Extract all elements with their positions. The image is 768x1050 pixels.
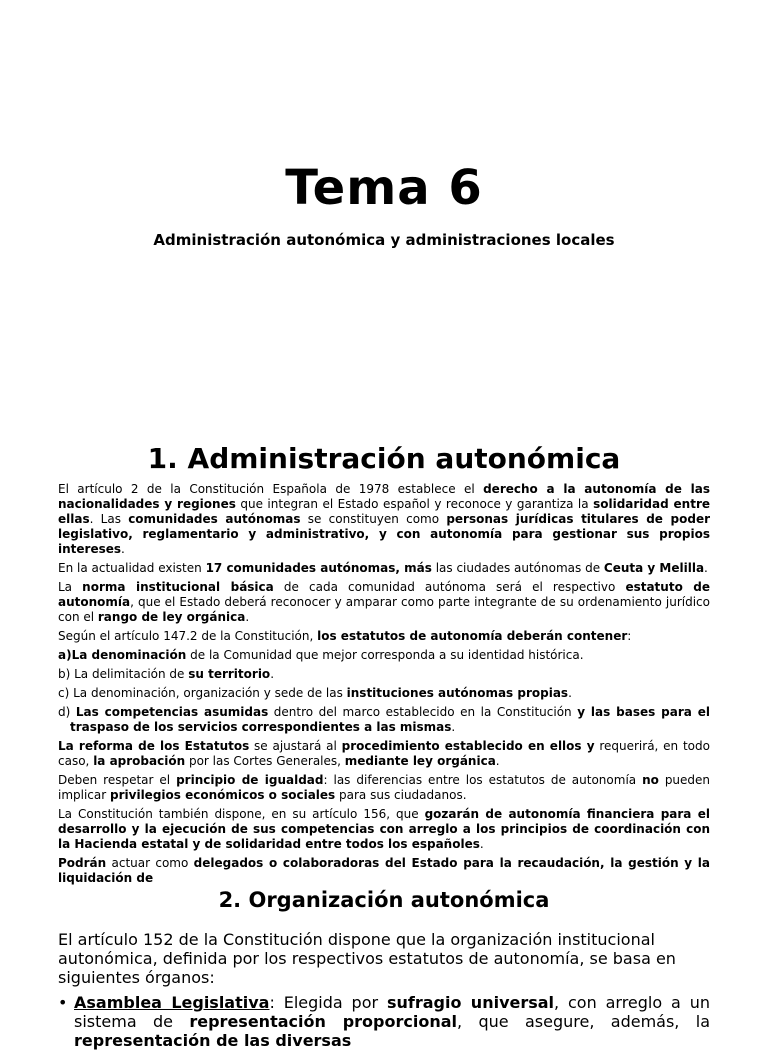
section-2 [58, 888, 710, 1050]
bold-text: Podrán [58, 855, 107, 870]
section-1-heading: 1. Administración autonómica [147, 442, 621, 475]
text: El artículo 2 de la Constitución Española de 1978 establece el [58, 481, 484, 496]
bold-text: norma institucional básica [82, 579, 274, 594]
text: . [568, 685, 572, 700]
bold-text: representación proporcional [189, 1012, 458, 1031]
text: . [270, 666, 275, 681]
text: , que el Estado deberá reconocer y amparar como parte integrante de su ordenamiento jurídico con el [58, 594, 710, 624]
text: requerirá, en todo caso, [58, 738, 710, 768]
text: d) [58, 704, 76, 719]
text: : [627, 628, 632, 643]
bold-text: Ceuta y Melilla [603, 560, 705, 575]
text: se constituyen como [300, 511, 447, 526]
text: . [121, 541, 125, 556]
paragraph-article-147 [58, 629, 710, 644]
paragraph-statute-reform [58, 739, 710, 769]
text: : Elegida por [269, 993, 387, 1012]
section-1 [58, 442, 710, 890]
paragraph-article-156 [58, 807, 710, 852]
bold-text: los estatutos de autonomía deberán contener [317, 628, 628, 643]
bold-text: mediante ley orgánica [344, 753, 496, 768]
text: dentro del marco establecido en la Constitución [268, 704, 578, 719]
bold-text: no [642, 772, 659, 787]
text: La [58, 579, 83, 594]
text: . [479, 836, 484, 851]
list-item-a [58, 648, 710, 663]
title-slide [0, 0, 768, 420]
text: c) La denominación, organización y sede de las [58, 685, 347, 700]
bold-text: rango de ley orgánica [97, 609, 246, 624]
section-2-heading: 2. Organización autonómica [218, 888, 550, 912]
text: : las diferencias entre los estatutos de autonomía [323, 772, 643, 787]
list-item-legislative-assembly [58, 993, 710, 1050]
bold-text: derecho a la autonomía de las nacionalidades y regiones [58, 481, 710, 511]
text: se ajustará al [249, 738, 342, 753]
text: de cada comunidad autónoma será el respectivo [273, 579, 626, 594]
bold-text: Las competencias asumidas [75, 704, 269, 719]
bold-text: principio de igualdad [176, 772, 324, 787]
text: por las Cortes Generales, [185, 753, 345, 768]
bold-text: representación de las diversas [74, 1031, 352, 1050]
paragraph-article-152: El artículo 152 de la Constitución dispone que la organización institucional autonómica, definida por los respectivos estatutos de autonomía, se basa en siguientes órganos: [58, 930, 676, 987]
page-title: Tema 6 [285, 160, 483, 216]
bold-text: personas jurídicas titulares de poder legislativo, reglamentario y administrativo, y con autonomía para gestionar sus propios intereses [58, 511, 711, 556]
paragraph-institutional-norm [58, 580, 710, 625]
bold-text: a) [58, 647, 72, 662]
text: las ciudades autónomas de [431, 560, 604, 575]
bold-text: y las bases para el traspaso de los servicios correspondientes a las mismas [70, 704, 711, 734]
paragraph-article-2 [58, 482, 710, 557]
bold-text: la aprobación [93, 753, 186, 768]
page-subtitle: Administración autonómica y administraciones locales [153, 231, 615, 249]
text: La Constitución también dispone, en su artículo 156, que [58, 806, 425, 821]
bold-text: instituciones autónomas propias [346, 685, 569, 700]
bold-text: procedimiento establecido en ellos y [341, 738, 595, 753]
bold-text: privilegios económicos o sociales [110, 787, 336, 802]
paragraph-delegates [58, 856, 710, 886]
text: para sus ciudadanos. [335, 787, 467, 802]
text: b) La delimitación de [58, 666, 189, 681]
text: , con arreglo a un sistema de [74, 993, 710, 1031]
text: , que asegure, además, la [457, 1012, 711, 1031]
paragraph-equality [58, 773, 710, 803]
text: de la Comunidad que mejor corresponda a su identidad histórica. [186, 647, 584, 662]
text: . [704, 560, 708, 575]
list-item-c [58, 686, 710, 701]
text: . [245, 609, 250, 624]
bold-text: La denominación [71, 647, 187, 662]
bold-text: delegados o colaboradoras del Estado para la recaudación, la gestión y la liquidación de [58, 855, 710, 885]
bold-text: sufragio universal [386, 993, 555, 1012]
text: Según el artículo 147.2 de la Constitución, [58, 628, 318, 643]
bold-text: comunidades autónomas [128, 511, 301, 526]
list-item-d [58, 705, 710, 735]
text: . Las [89, 511, 129, 526]
bold-text: estatuto de autonomía [58, 579, 711, 609]
bold-text: gozarán de autonomía financiera para el desarrollo y la ejecución de sus competencias con arreglo a los principios de coordinación con la Hacienda estatal y de solidaridad entre todos los españoles [58, 806, 710, 851]
text: . [451, 719, 456, 734]
bold-text: su territorio [188, 666, 271, 681]
bold-text: 17 comunidades autónomas, más [205, 560, 432, 575]
underlined-bold-text: Asamblea Legislativa [74, 993, 270, 1012]
bullet-icon: • [58, 993, 68, 1012]
text: . [495, 753, 500, 768]
paragraph-communities-count [58, 561, 710, 576]
bold-text: La reforma de los Estatutos [58, 738, 250, 753]
text: pueden implicar [58, 772, 711, 802]
text: actuar como [106, 855, 194, 870]
bold-text: solidaridad entre ellas [58, 496, 711, 526]
text: En la actualidad existen [58, 560, 206, 575]
list-item-b [58, 667, 710, 682]
text: que integran el Estado español y reconoce y garantiza la [235, 496, 594, 511]
text: Deben respetar el [58, 772, 177, 787]
